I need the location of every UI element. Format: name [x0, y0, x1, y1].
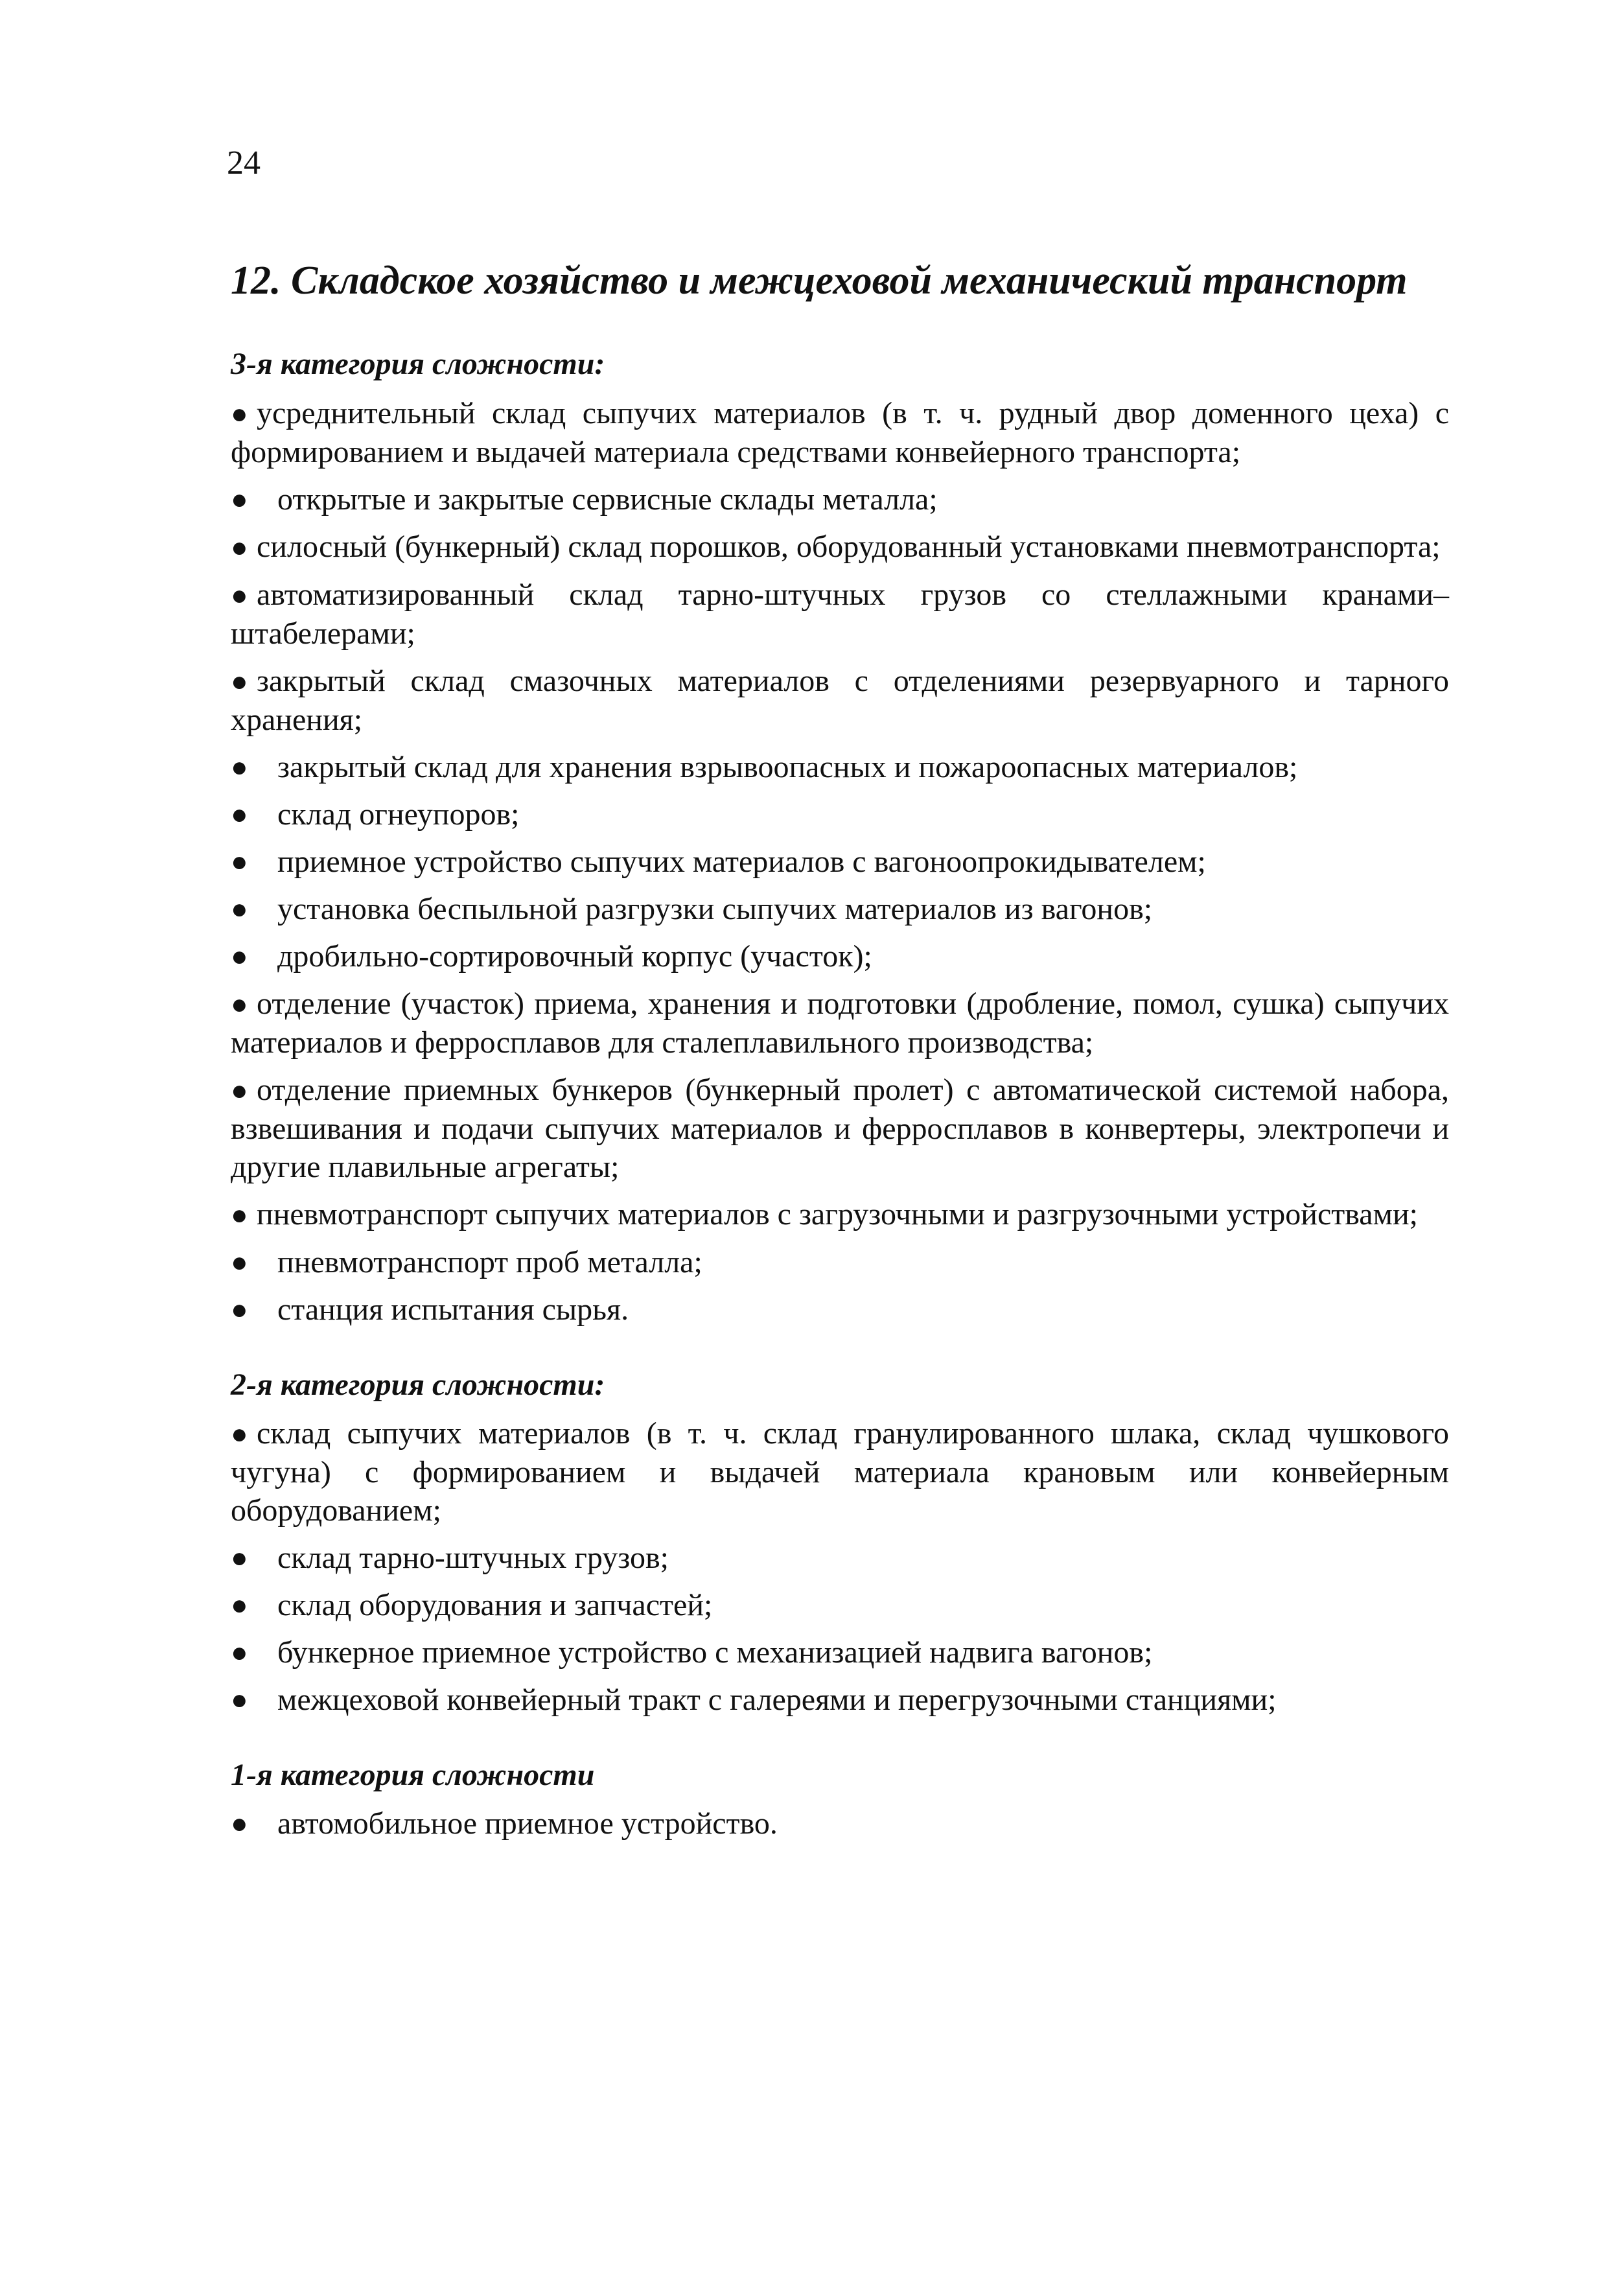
list-item: ● склад тарно-штучных грузов; — [231, 1539, 1449, 1577]
category-heading: 2-я категория сложности: — [231, 1367, 605, 1402]
bullet-icon: ● — [231, 397, 248, 430]
category-2-block — [231, 1365, 1449, 1719]
item-list — [231, 1804, 1449, 1843]
list-item: ● отделение (участок) приема, хранения и подготовки (дробление, помол, сушка) сыпучих материалов и ферросплавов для сталеплавильного производства; — [231, 986, 1449, 1060]
list-item: ● установка беспыльной разгрузки сыпучих материалов из вагонов; — [231, 890, 1449, 928]
bullet-icon: ● — [231, 1198, 248, 1231]
list-item: ● склад огнеупоров; — [231, 795, 1449, 833]
bullet-icon: ● — [231, 1808, 248, 1840]
bullet-icon: ● — [231, 1589, 248, 1622]
section-title: 12. Складское хозяйство и межцеховой механический транспорт — [231, 259, 1408, 303]
bullet-icon: ● — [231, 845, 248, 878]
list-item: ● закрытый склад для хранения взрывоопасных и пожароопасных материалов; — [231, 748, 1449, 786]
bullet-icon: ● — [231, 531, 248, 563]
bullet-icon: ● — [231, 1418, 248, 1451]
bullet-icon: ● — [231, 1293, 248, 1325]
list-item: ● силосный (бункерный) склад порошков, оборудованный установками пневмотранспорта; — [231, 528, 1449, 566]
bullet-icon: ● — [231, 1074, 248, 1106]
bullet-icon: ● — [231, 1637, 248, 1669]
bullet-icon: ● — [231, 579, 248, 611]
bullet-icon: ● — [231, 1246, 248, 1278]
list-item: ● отделение приемных бункеров (бункерный пролет) с автоматической системой набора, взвешивания и подачи сыпучих материалов и ферросплавов в конвертеры, электропечи и другие плавильные агрегаты; — [231, 1072, 1449, 1184]
list-item: ● открытые и закрытые сервисные склады металла; — [231, 480, 1449, 519]
list-item: ● межцеховой конвейерный тракт с галереями и перегрузочными станциями; — [231, 1681, 1449, 1719]
list-item: ● закрытый склад смазочных материалов с отделениями резервуарного и тарного хранения; — [231, 663, 1449, 737]
list-item: ● бункерное приемное устройство с механизацией надвига вагонов; — [231, 1633, 1449, 1672]
bullet-icon: ● — [231, 1542, 248, 1574]
list-item: ● пневмотранспорт сыпучих материалов с загрузочными и разгрузочными устройствами; — [231, 1195, 1449, 1234]
bullet-icon: ● — [231, 798, 248, 830]
bullet-icon: ● — [231, 892, 248, 925]
list-item: ● усреднительный склад сыпучих материалов (в т. ч. рудный двор доменного цеха) с формированием и выдачей материала средствами конвейерного транспорта; — [231, 395, 1449, 469]
list-item: ● автоматизированный склад тарно-штучных грузов со стеллажными кранами–штабелерами; — [231, 577, 1449, 651]
bullet-icon: ● — [231, 751, 248, 783]
item-list — [231, 1414, 1449, 1719]
bullet-icon: ● — [231, 988, 248, 1020]
list-item: ● дробильно-сортировочный корпус (участок); — [231, 937, 1449, 975]
bullet-icon: ● — [231, 665, 248, 697]
category-heading: 1-я категория сложности — [231, 1758, 595, 1793]
list-item: ● склад оборудования и запчастей; — [231, 1586, 1449, 1624]
page-number: 24 — [227, 145, 261, 181]
bullet-icon: ● — [231, 1684, 248, 1716]
category-1-block — [231, 1755, 1449, 1843]
list-item: ● приемное устройство сыпучих материалов с вагоноопрокидывателем; — [231, 843, 1449, 881]
item-list — [231, 394, 1449, 1329]
list-item: ● склад сыпучих материалов (в т. ч. склад гранулированного шлака, склад чушкового чугуна) с формированием и выдачей материала крановым или конвейерным оборудованием; — [231, 1416, 1449, 1528]
list-item: ● станция испытания сырья. — [231, 1290, 1449, 1329]
list-item: ● пневмотранспорт проб металла; — [231, 1243, 1449, 1281]
bullet-icon: ● — [231, 483, 248, 515]
category-heading: 3-я категория сложности: — [231, 347, 605, 382]
category-3-block — [231, 344, 1449, 1328]
document-body — [231, 258, 1449, 1879]
list-item: ● автомобильное приемное устройство. — [231, 1804, 1449, 1843]
bullet-icon: ● — [231, 940, 248, 972]
